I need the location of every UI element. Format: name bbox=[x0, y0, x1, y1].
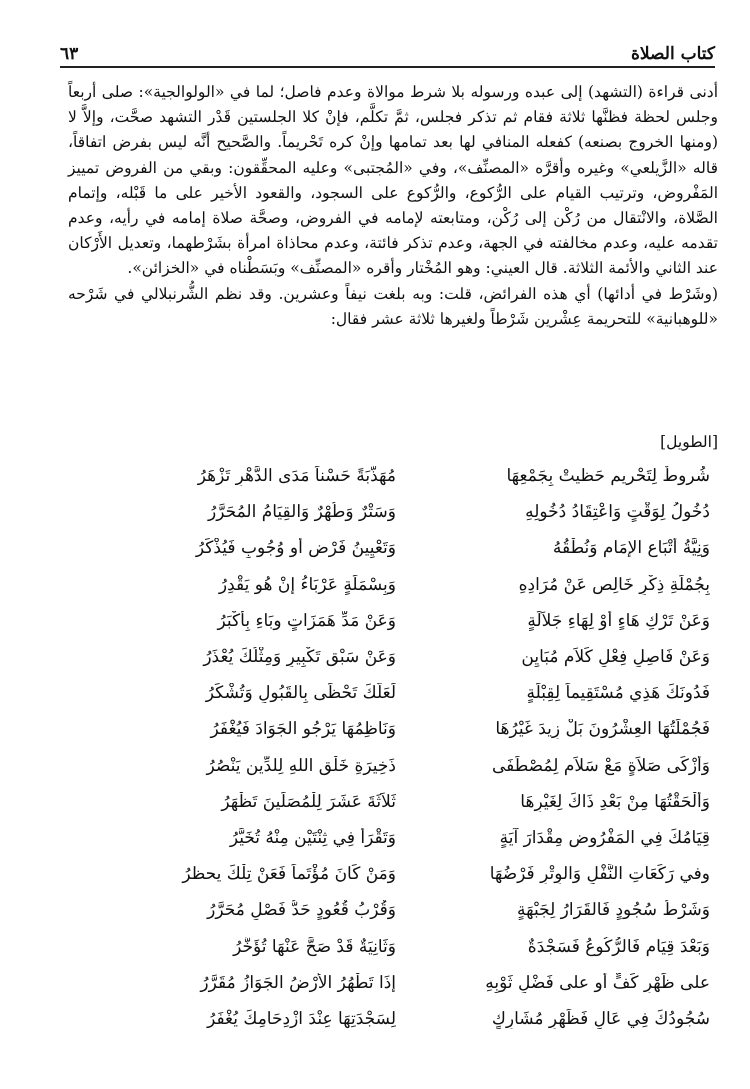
first-hemistich: سُجُودُكَ فِي عَالٍ فَظَهْرِ مُشَارِكٍ bbox=[491, 1008, 710, 1029]
first-hemistich: وَأَزْكَى صَلاَةٍ مَعْ سَلاَمٍ لِمُصْطَفَى bbox=[491, 755, 710, 776]
first-hemistich: وَعَنْ تَرْكِ هَاءٍ أَوْ لِهَاءِ جَلاَلَةٍ bbox=[527, 610, 710, 631]
running-title: كتاب الصلاة bbox=[630, 44, 715, 64]
verse-line bbox=[96, 856, 710, 892]
second-hemistich: وَبِسْمَلَةٍ عَرْبَاءُ إِنْ هُو يَقْدِرُ bbox=[218, 574, 396, 595]
second-hemistich: وَقُرْبُ قُعُودٍ حَدُّ فَصْلٍ مُحَرَّرُ bbox=[207, 900, 396, 921]
second-hemistich: إِذَا تَطْهُرُ الأَرْضُ الجَوَازُ مُقَرَّرُ bbox=[200, 972, 396, 993]
prose-body bbox=[68, 80, 718, 332]
second-hemistich: وَنَاظِمُهَا يَرْجُو الجَوَادَ فَيُغْفَرُ bbox=[210, 719, 396, 740]
first-hemistich: دُخُولُ لِوَقْتٍ وَاعْتِقَادُ دُخُولِهِ bbox=[525, 502, 710, 523]
second-hemistich: ذَخِيرَةِ خَلْقِ اللهِ لِلدِّينِ يَنْصُرُ bbox=[206, 755, 396, 776]
verse-line bbox=[96, 1001, 710, 1037]
first-hemistich: وفي رَكَعَاتِ النَّفْلِ وَالوِتْرِ فَرْضُهَا bbox=[489, 864, 710, 885]
verse-line bbox=[96, 458, 710, 494]
verse-line bbox=[96, 748, 710, 784]
verse-line bbox=[96, 530, 710, 566]
verse-line bbox=[96, 675, 710, 711]
first-hemistich: بِجُمْلَةِ ذِكْرٍ خَالِصٍ عَنْ مُرَادِهِ bbox=[518, 574, 710, 595]
verse-line bbox=[96, 603, 710, 639]
verse-line bbox=[96, 928, 710, 964]
second-hemistich: وَتَعْيِينُ فَرْضٍ أَو وُجُوبٍ فَيُذْكَرُ bbox=[195, 538, 396, 559]
second-hemistich: وَعَنْ مَدِّ هَمَزَاتٍ وبَاءِ بِأَكْبَرُ bbox=[217, 610, 396, 631]
verse-line bbox=[96, 892, 710, 928]
verse-line bbox=[96, 639, 710, 675]
verse-line bbox=[96, 965, 710, 1001]
verse-line bbox=[96, 784, 710, 820]
meter-label: [الطويل] bbox=[660, 433, 718, 451]
first-hemistich: وَبَعْدَ قِيَامٍ فَالرُّكُوعُ فَسَجْدَةٌ bbox=[527, 936, 710, 957]
second-hemistich: لِسَجْدَتِهَا عِنْدَ ازْدِحَامِكَ يُغْفَرُ bbox=[207, 1008, 396, 1029]
first-hemistich: فَجُمْلَتُهَا العِشْرُونَ بَلْ زِيدَ غَيْرُهَا bbox=[495, 719, 710, 740]
first-hemistich: قِيَامُكَ فِي المَفْرُوضِ مِقْدَارَ آيَةٍ bbox=[499, 827, 710, 848]
first-hemistich: على ظَهْرِ كَفٍّ أَو على فَضْلِ ثَوْبِهِ bbox=[485, 972, 710, 993]
paragraph: (وشَرْط في أدائها) أي هذه الفرائض، قلت: وبه بلغت نيفاً وعشرين. وقد نظم الشُّرنبلالي في شَرْحه «للوهبانية» للتحريمة عِشْرين شَرْطاً ولغيرها ثلاثة عشر فقال: bbox=[68, 284, 718, 328]
paragraph: أدنى قراءة (التشهد) إلى عبده ورسوله بلا شرط موالاة وعدم فاصل؛ لما في «الولوالجية»: صلى أربعاً وجلس لحظة فظنَّها ثلاثة فقام ثم تذكر فجلس، ثمَّ تكلَّم، فإنْ كلا الجلستين قَدْر التشهد صحَّت، وإلاَّ لا (ومنها الخروج بصنعه) كفعله المنافي لها بعد تمامها وإنْ كره تَحْريماً. والصَّحيح أنَّه ليس بفرض اتفاقاً، قاله «الزَّيلعي» وغيره وأقرَّه «المصنِّف»، وفي «المُجتبى» وعليه المحقِّقون: وبقي من الفروض تمييز المَفْروض، وترتيب القيام على الرُّكوع، والرُّكوع على السجود، والقعود الأخير على ما قَبْله، وإتمام الصَّلاة، والانْتقال من رُكْن إلى رُكْن، ومتابعته لإمامه في الفروض، وصحَّة صلاة إمامه في رأيه، وعدم تقدمه عليه، وعدم مخالفته في الجهة، وعدم تذكر فائتة، وعدم محاذاة امرأة بشَرْطهما، وتعديل الأَرْكان عند الثاني والأئمة الثلاثة. قال العيني: وهو المُخْتار وأقره «المصنِّف» وبَسَطْناه في «الخزائن». bbox=[68, 83, 718, 278]
first-hemistich: شُروطٌ لِتَحْريم حَظيتْ بِجَمْعِهَا bbox=[506, 466, 710, 487]
first-hemistich: وَشَرْطُ سُجُودٍ فَالقَرَارُ لِجَبْهَةٍ bbox=[517, 900, 710, 921]
first-hemistich: وَأَلْحَقْتُهَا مِنْ بَعْدِ ذَاكَ لِغَيْرِهَا bbox=[520, 791, 710, 812]
verse-line bbox=[96, 820, 710, 856]
verse-line bbox=[96, 494, 710, 530]
verse-line bbox=[96, 567, 710, 603]
page-number: ٦٣ bbox=[60, 44, 79, 64]
second-hemistich: مُهَذَّبَةً حَسْناً مَدَى الدَّهْرِ تَزْهَرُ bbox=[197, 466, 396, 487]
second-hemistich: وَسَتْرٌ وَطُهْرٌ وَالقِيَامُ المُحَرَّرُ bbox=[208, 502, 396, 523]
second-hemistich: وَمَنْ كَانَ مُؤْتَماً فَعَنْ تِلْكَ يحظرُ bbox=[182, 864, 396, 885]
second-hemistich: وَعَنْ سَبْقِ تَكْبِيرٍ وَمِثْلُكَ يُعْذَرُ bbox=[203, 647, 396, 668]
first-hemistich: وَنِيَّةُ أَتْبَاعِ الإِمَامِ وَنُطْقُهُ bbox=[552, 538, 710, 559]
verse-line bbox=[96, 711, 710, 747]
second-hemistich: وَثَانِيَةٌ قَدْ صَحَّ عَنْهَا تُؤَخَّرُ bbox=[233, 936, 396, 957]
poem bbox=[96, 458, 710, 1037]
second-hemistich: وَتَقْرَأُ فِي ثِنْتَيْنِ مِنْهُ تُخَيَّرُ bbox=[229, 827, 396, 848]
first-hemistich: فَدُونَكَ هَذِي مُسْتَقِيماً لِقِبْلَةٍ bbox=[526, 683, 710, 704]
second-hemistich: لَعَلَّكَ تَحْظَى بِالقَبُولِ وَتُشْكَرُ bbox=[205, 683, 396, 704]
second-hemistich: ثَلاَثَةَ عَشَرَ لِلْمُصَلِّينَ تَظْهَرُ bbox=[221, 791, 396, 812]
first-hemistich: وَعَنْ فَاصِلٍ فِعْلٍ كَلاَمٍ مُبَايِنٍ bbox=[521, 647, 710, 668]
page-header bbox=[60, 44, 715, 68]
